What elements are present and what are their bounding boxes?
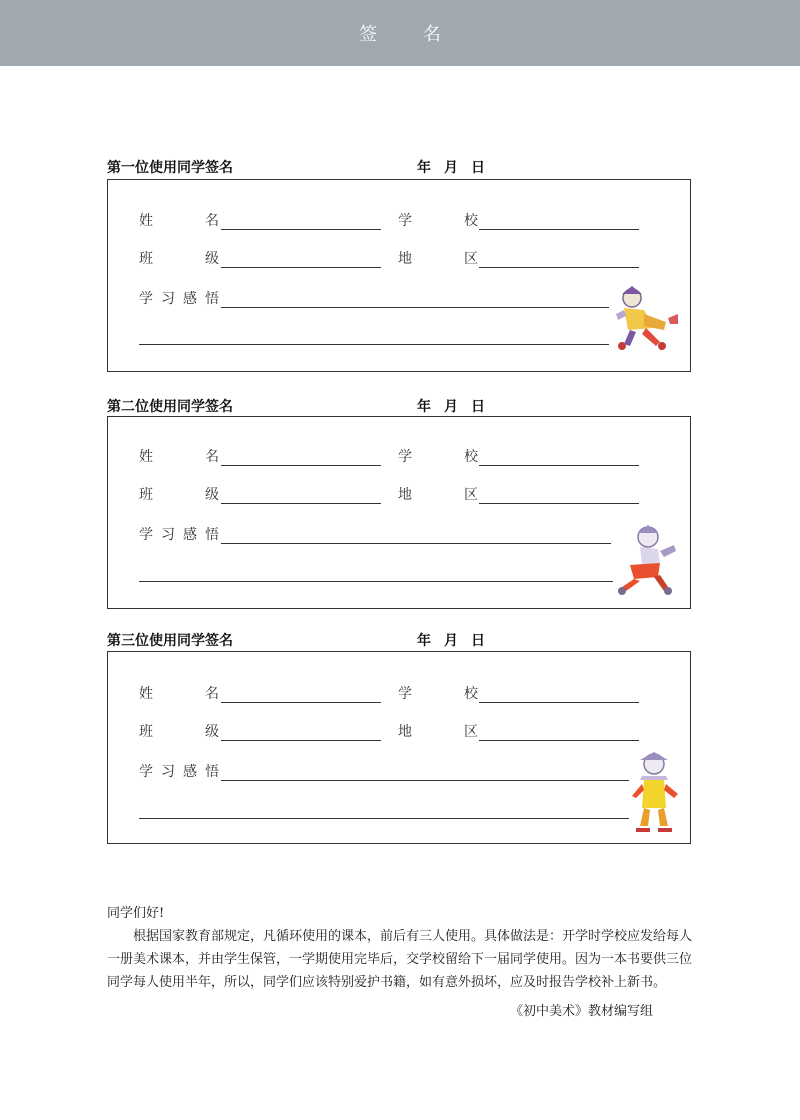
name-label: 姓 名	[139, 213, 219, 229]
region-line[interactable]	[479, 267, 639, 268]
name-line[interactable]	[221, 229, 381, 230]
school-line[interactable]	[479, 465, 639, 466]
thoughts-row	[139, 288, 659, 310]
region-line[interactable]	[479, 740, 639, 741]
notes-paragraph	[107, 902, 692, 994]
cartoon-figure-1	[608, 284, 684, 364]
page-title: 签 名	[359, 24, 461, 45]
name-label: 姓 名	[139, 449, 219, 465]
name-label: 姓 名	[139, 686, 219, 702]
region-label: 地 区	[398, 487, 478, 503]
thoughts-label: 学 习 感 悟	[139, 527, 219, 543]
class-region-row	[139, 484, 659, 506]
class-line[interactable]	[221, 267, 381, 268]
date-field: 年 月 日	[417, 633, 487, 649]
region-line[interactable]	[479, 503, 639, 504]
notes-signature: 《初中美术》教材编写组	[510, 1004, 654, 1019]
name-school-row	[139, 683, 659, 705]
school-label: 学 校	[398, 686, 478, 702]
name-school-row	[139, 446, 659, 468]
school-line[interactable]	[479, 229, 639, 230]
school-line[interactable]	[479, 702, 639, 703]
class-region-row	[139, 248, 659, 270]
class-label: 班 级	[139, 487, 219, 503]
thoughts-row	[139, 524, 659, 546]
class-label: 班 级	[139, 724, 219, 740]
notes-greeting: 同学们好!	[107, 906, 165, 921]
class-label: 班 级	[139, 251, 219, 267]
cartoon-figure-2	[608, 521, 684, 601]
signature-card-3	[107, 651, 691, 844]
thoughts-line-1[interactable]	[221, 307, 609, 308]
notes-body: 根据国家教育部规定，凡循环使用的课本，前后有三人使用。具体做法是：开学时学校应发给每人一册美术课本，并由学生保管，一学期使用完毕后，交学校留给下一届同学使用。因为一本书要供三位同学每人使用半年，所以，同学们应该特别爱护书籍，如有意外损坏，应及时报告学校补上新书。	[107, 929, 693, 990]
region-label: 地 区	[398, 251, 478, 267]
thoughts-label: 学 习 感 悟	[139, 764, 219, 780]
date-field: 年 月 日	[417, 160, 487, 176]
name-line[interactable]	[221, 465, 381, 466]
thoughts-label: 学 习 感 悟	[139, 291, 219, 307]
signature-card-2	[107, 416, 691, 609]
section-title: 第三位使用同学签名	[107, 633, 233, 649]
section-title: 第二位使用同学签名	[107, 399, 233, 415]
name-school-row	[139, 210, 659, 232]
section-header-2	[107, 396, 527, 416]
name-line[interactable]	[221, 702, 381, 703]
cartoon-figure-3	[622, 750, 688, 836]
section-header-3	[107, 630, 527, 650]
school-label: 学 校	[398, 449, 478, 465]
region-label: 地 区	[398, 724, 478, 740]
signature-card-1	[107, 179, 691, 372]
class-line[interactable]	[221, 740, 381, 741]
page-header	[0, 0, 800, 66]
class-line[interactable]	[221, 503, 381, 504]
thoughts-line-2[interactable]	[139, 344, 609, 345]
thoughts-row	[139, 761, 659, 783]
date-field: 年 月 日	[417, 399, 487, 415]
thoughts-line-1[interactable]	[221, 543, 611, 544]
class-region-row	[139, 721, 659, 743]
thoughts-line-1[interactable]	[221, 780, 629, 781]
section-header-1	[107, 157, 527, 177]
section-title: 第一位使用同学签名	[107, 160, 233, 176]
thoughts-line-2[interactable]	[139, 581, 613, 582]
school-label: 学 校	[398, 213, 478, 229]
thoughts-line-2[interactable]	[139, 818, 629, 819]
